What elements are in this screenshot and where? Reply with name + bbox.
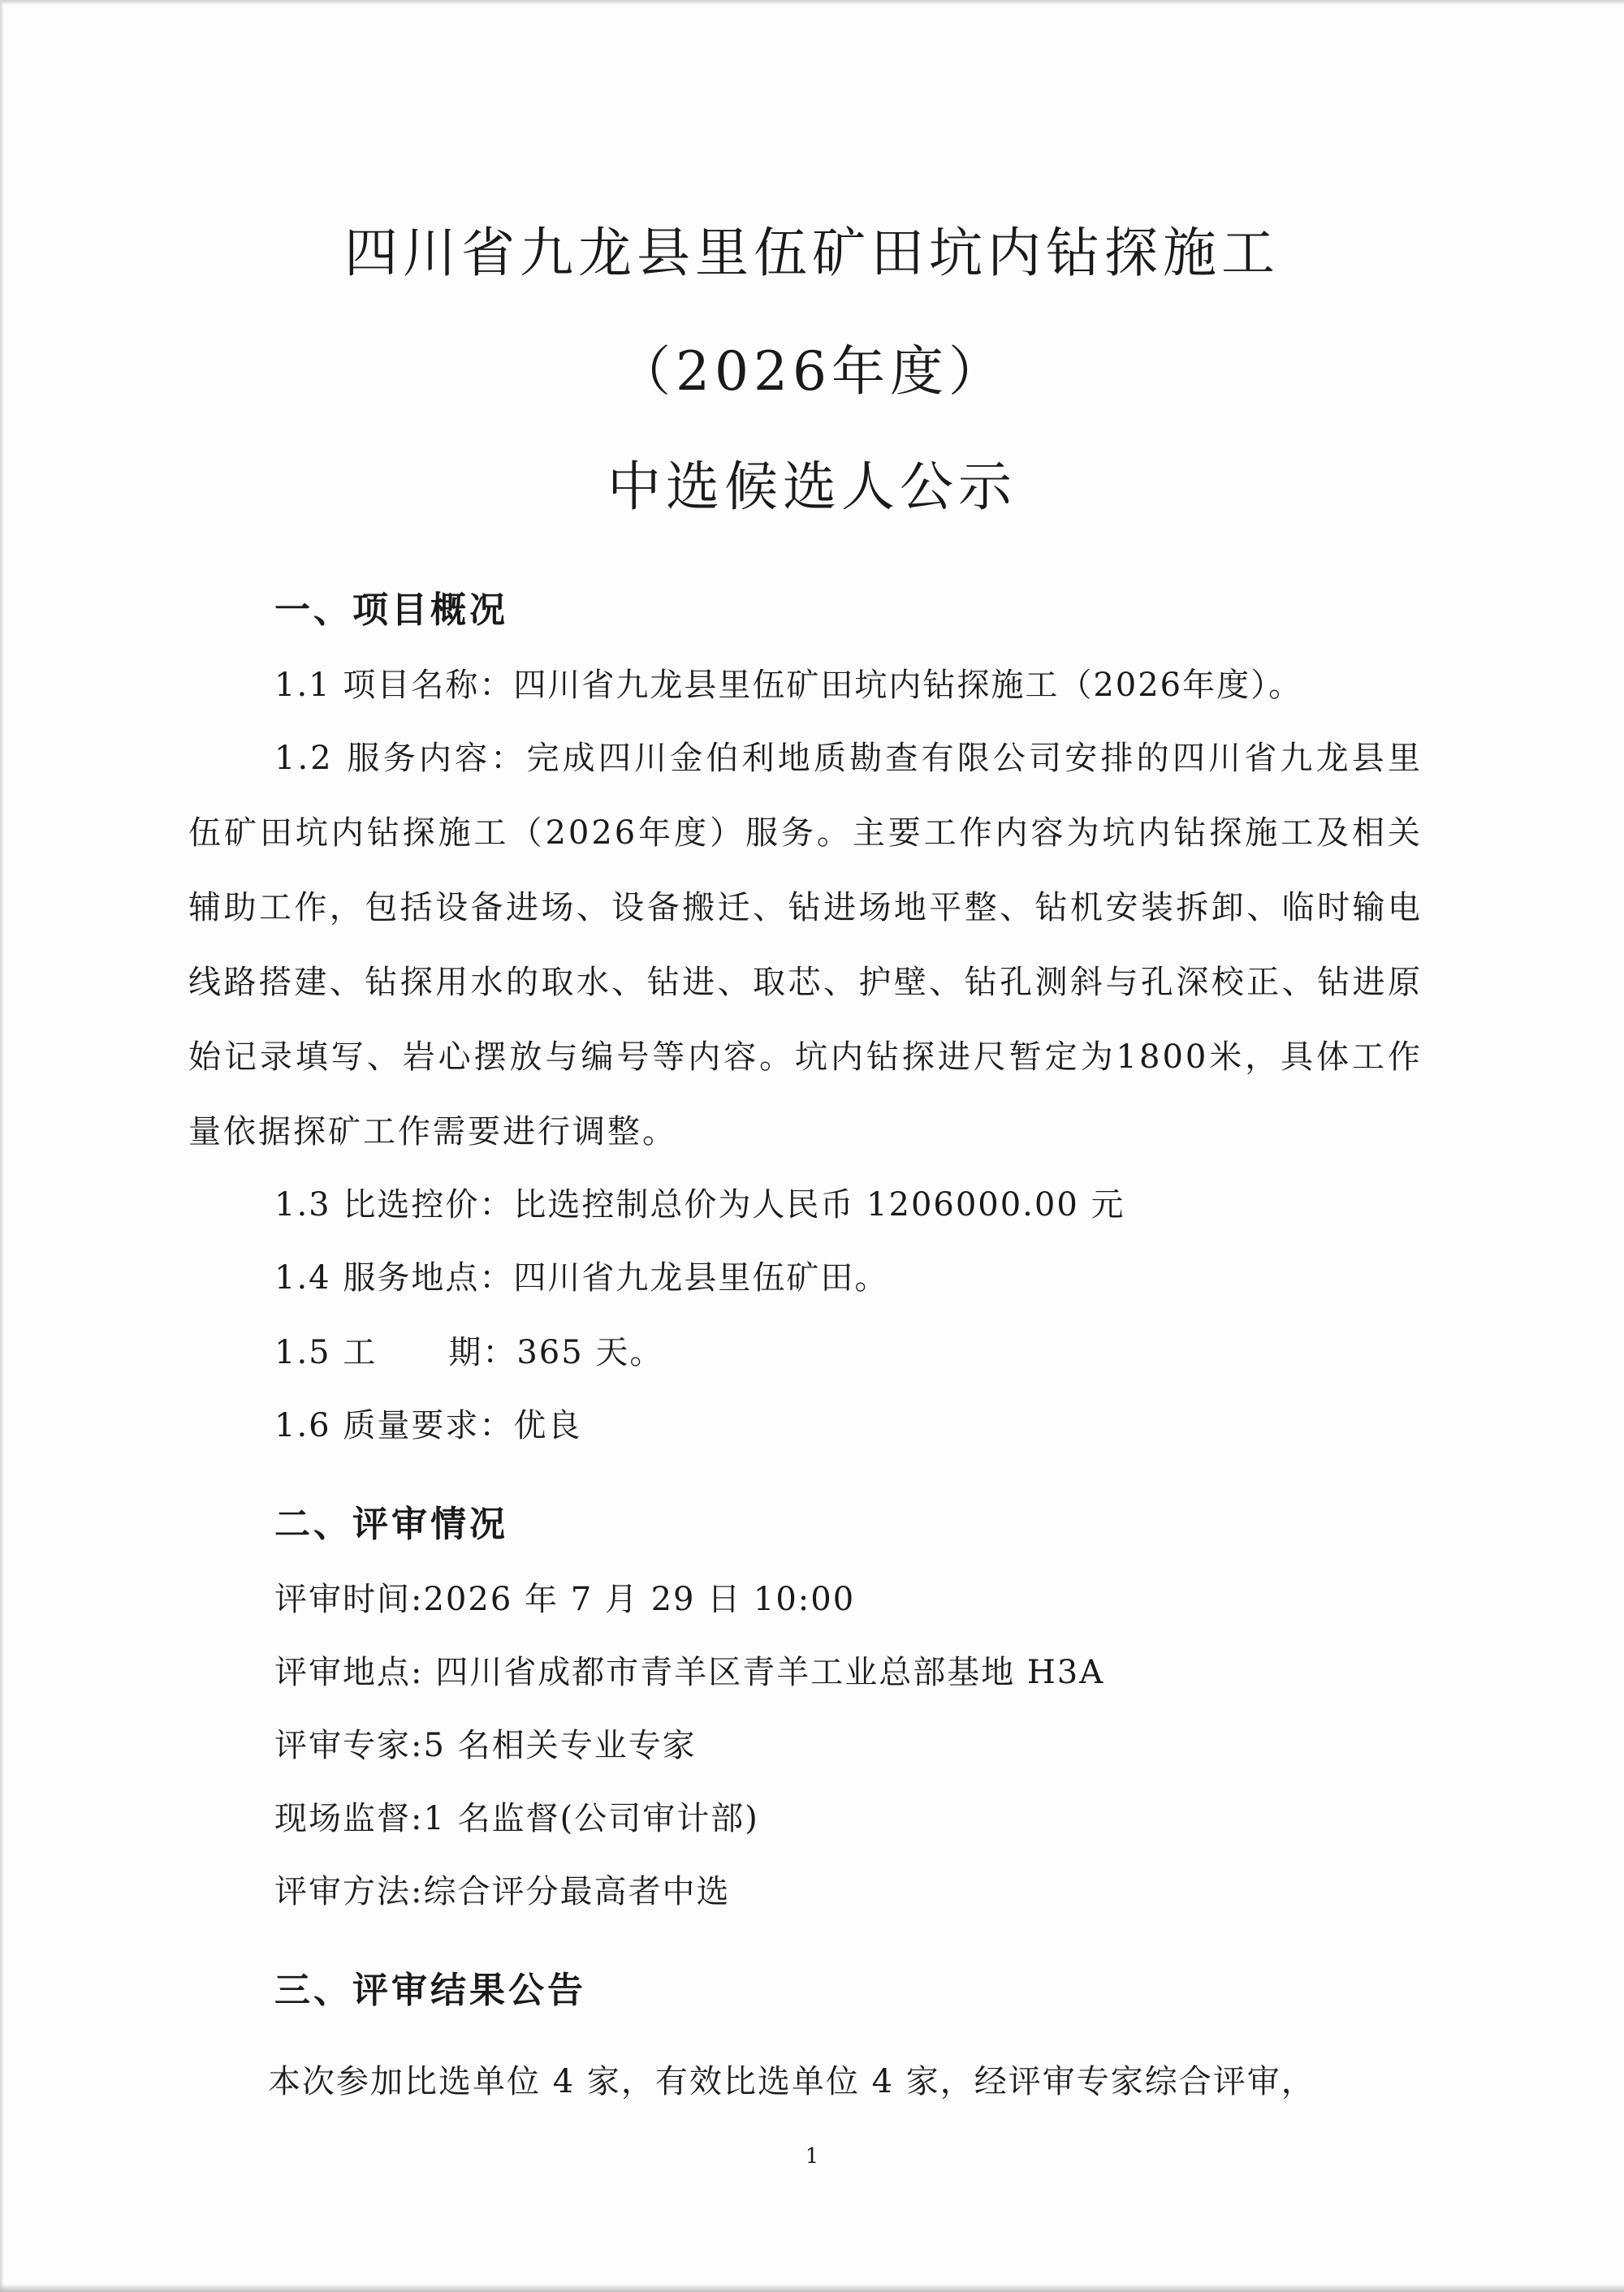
item-1-2-service-content: 1.2 服务内容：完成四川金伯利地质勘查有限公司安排的四川省九龙县里伍矿田坑内钻探施工（2026年度）服务。主要工作内容为坑内钻探施工及相关辅助工作，包括设备进场、设备搬迁、钻进场地平整、钻机安装拆卸、临时输电线路搭建、钻探用水的取水、钻进、取芯、护壁、钻孔测斜与孔深校正、钻进原始记录填写、岩心摆放与编号等内容。坑内钻探进尺暂定为1800米，具体工作量依据探矿工作需要进行调整。 bbox=[188, 740, 1423, 1150]
page-number: 1 bbox=[805, 2144, 819, 2169]
review-method: 评审方法:综合评分最高者中选 bbox=[274, 1873, 731, 1910]
section-heading-review: 二、评审情况 bbox=[274, 1504, 508, 1545]
title-line-1: 四川省九龙县里伍矿田坑内钻探施工 bbox=[344, 222, 1280, 284]
title-line-3: 中选候选人公示 bbox=[607, 455, 1017, 518]
review-experts: 评审专家:5 名相关专业专家 bbox=[274, 1727, 697, 1764]
review-time: 评审时间:2026 年 7 月 29 日 10:00 bbox=[274, 1581, 856, 1618]
title-line-2: （2026年度） bbox=[617, 340, 1007, 403]
review-place: 评审地点: 四川省成都市青羊区青羊工业总部基地 H3A bbox=[274, 1654, 1105, 1691]
item-1-5-duration bbox=[274, 1332, 663, 1374]
result-text: 本次参加比选单位 4 家，有效比选单位 4 家，经评审专家综合评审， bbox=[268, 2063, 1315, 2100]
item-1-6-quality: 1.6 质量要求：优良 bbox=[274, 1407, 582, 1444]
scan-edge bbox=[0, 2284, 1624, 2292]
duration-label-b: 期：365 天。 bbox=[448, 1334, 664, 1371]
item-1-3-control-price: 1.3 比选控价：比选控制总价为人民币 1206000.00 元 bbox=[274, 1186, 1125, 1224]
scan-edge bbox=[0, 0, 1624, 5]
item-1-1-project-name: 1.1 项目名称：四川省九龙县里伍矿田坑内钻探施工（2026年度）。 bbox=[274, 667, 1303, 704]
duration-label-a: 1.5 工 bbox=[274, 1334, 378, 1371]
section-heading-result: 三、评审结果公告 bbox=[274, 1970, 586, 2011]
section-heading-overview: 一、项目概况 bbox=[274, 589, 508, 631]
item-1-4-service-location: 1.4 服务地点：四川省九龙县里伍矿田。 bbox=[274, 1259, 889, 1297]
review-supervision: 现场监督:1 名监督(公司审计部) bbox=[274, 1800, 759, 1837]
